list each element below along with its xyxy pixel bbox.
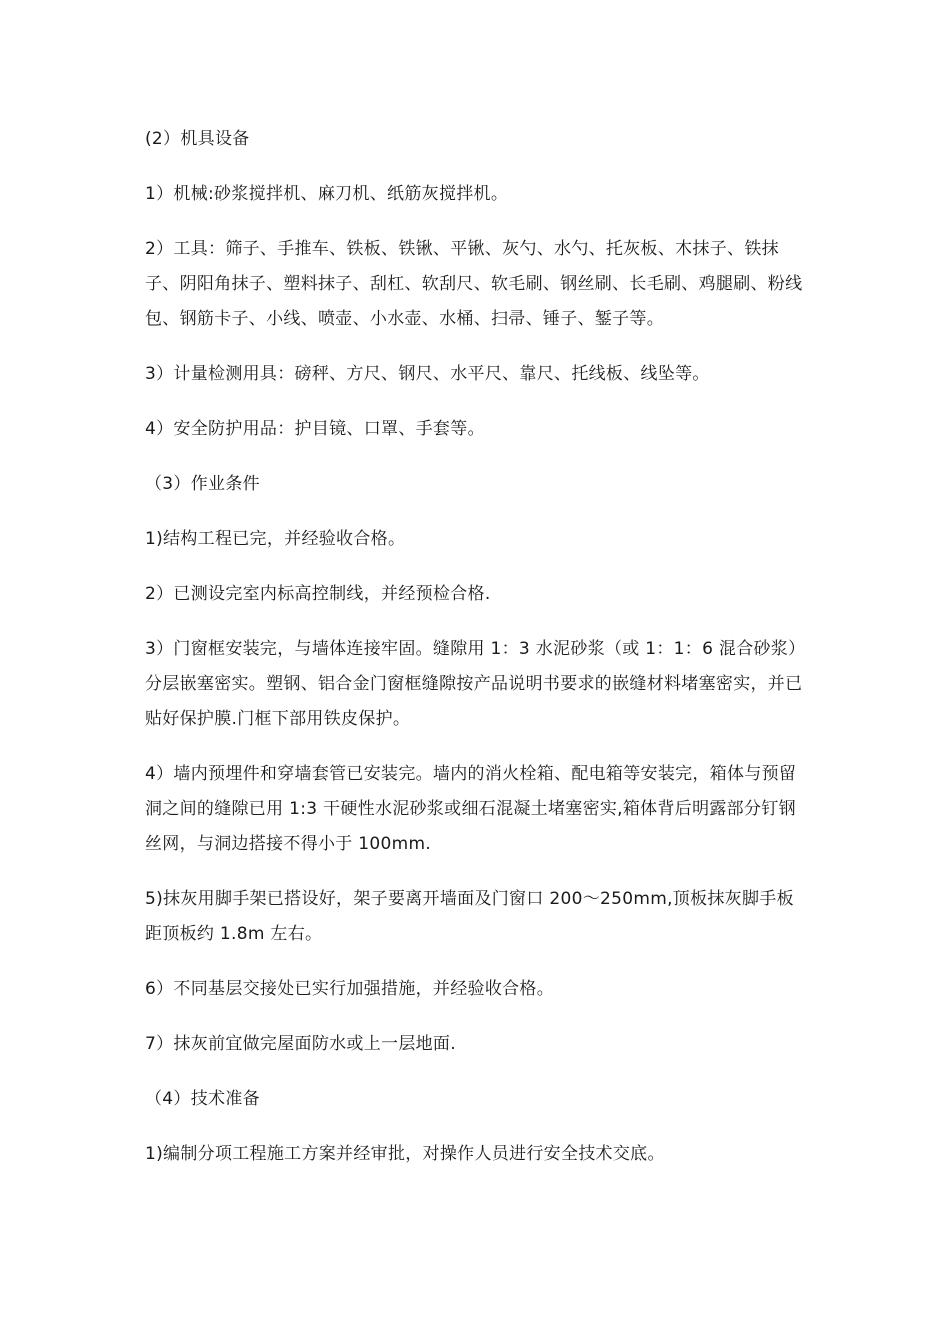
paragraph-technical-1: 1)编制分项工程施工方案并经审批，对操作人员进行安全技术交底。 [145, 1144, 665, 1164]
section-heading-technical-prep: （4）技术准备 [145, 1089, 260, 1109]
paragraph-condition-5: 5)抹灰用脚手架已搭设好，架子要离开墙面及门窗口 200～250mm,顶板抹灰脚手板距顶板约 1.8m 左右。 [145, 889, 794, 944]
document-body [145, 122, 807, 1192]
paragraph-condition-3: 3）门窗框安装完，与墙体连接牢固。缝隙用 1：3 水泥砂浆（或 1：1：6 混合砂浆）分层嵌塞密实。塑钢、铝合金门窗框缝隙按产品说明书要求的嵌缝材料堵塞密实，并已贴好保护膜.门框下部用铁皮保护。 [145, 639, 806, 729]
paragraph-condition-2: 2）已测设完室内标高控制线，并经预检合格. [145, 584, 491, 604]
paragraph-machinery: 1）机械:砂浆搅拌机、麻刀机、纸筋灰搅拌机。 [145, 184, 509, 204]
section-heading-equipment: (2）机具设备 [145, 129, 250, 149]
paragraph-tools: 2）工具：筛子、手推车、铁板、铁锹、平锹、灰勺、水勺、托灰板、木抹子、铁抹子、阴阳角抹子、塑料抹子、刮杠、软刮尺、软毛刷、钢丝刷、长毛刷、鸡腿刷、粉线包、钢筋卡子、小线、喷壶、小水壶、水桶、扫帚、锤子、錾子等。 [145, 239, 803, 329]
paragraph-condition-7: 7）抹灰前宜做完屋面防水或上一层地面. [145, 1034, 456, 1054]
paragraph-measuring-tools: 3）计量检测用具：磅秤、方尺、钢尺、水平尺、靠尺、托线板、线坠等。 [145, 364, 710, 384]
paragraph-condition-1: 1)结构工程已完，并经验收合格。 [145, 529, 406, 549]
paragraph-condition-6: 6）不同基层交接处已实行加强措施，并经验收合格。 [145, 979, 555, 999]
section-heading-work-conditions: （3）作业条件 [145, 474, 260, 494]
paragraph-safety-gear: 4）安全防护用品：护目镜、口罩、手套等。 [145, 419, 485, 439]
paragraph-condition-4: 4）墙内预埋件和穿墙套管已安装完。墙内的消火栓箱、配电箱等安装完，箱体与预留洞之间的缝隙已用 1:3 干硬性水泥砂浆或细石混凝土堵塞密实,箱体背后明露部分钉钢丝网，与洞边搭接不得小于 100mm. [145, 764, 797, 854]
